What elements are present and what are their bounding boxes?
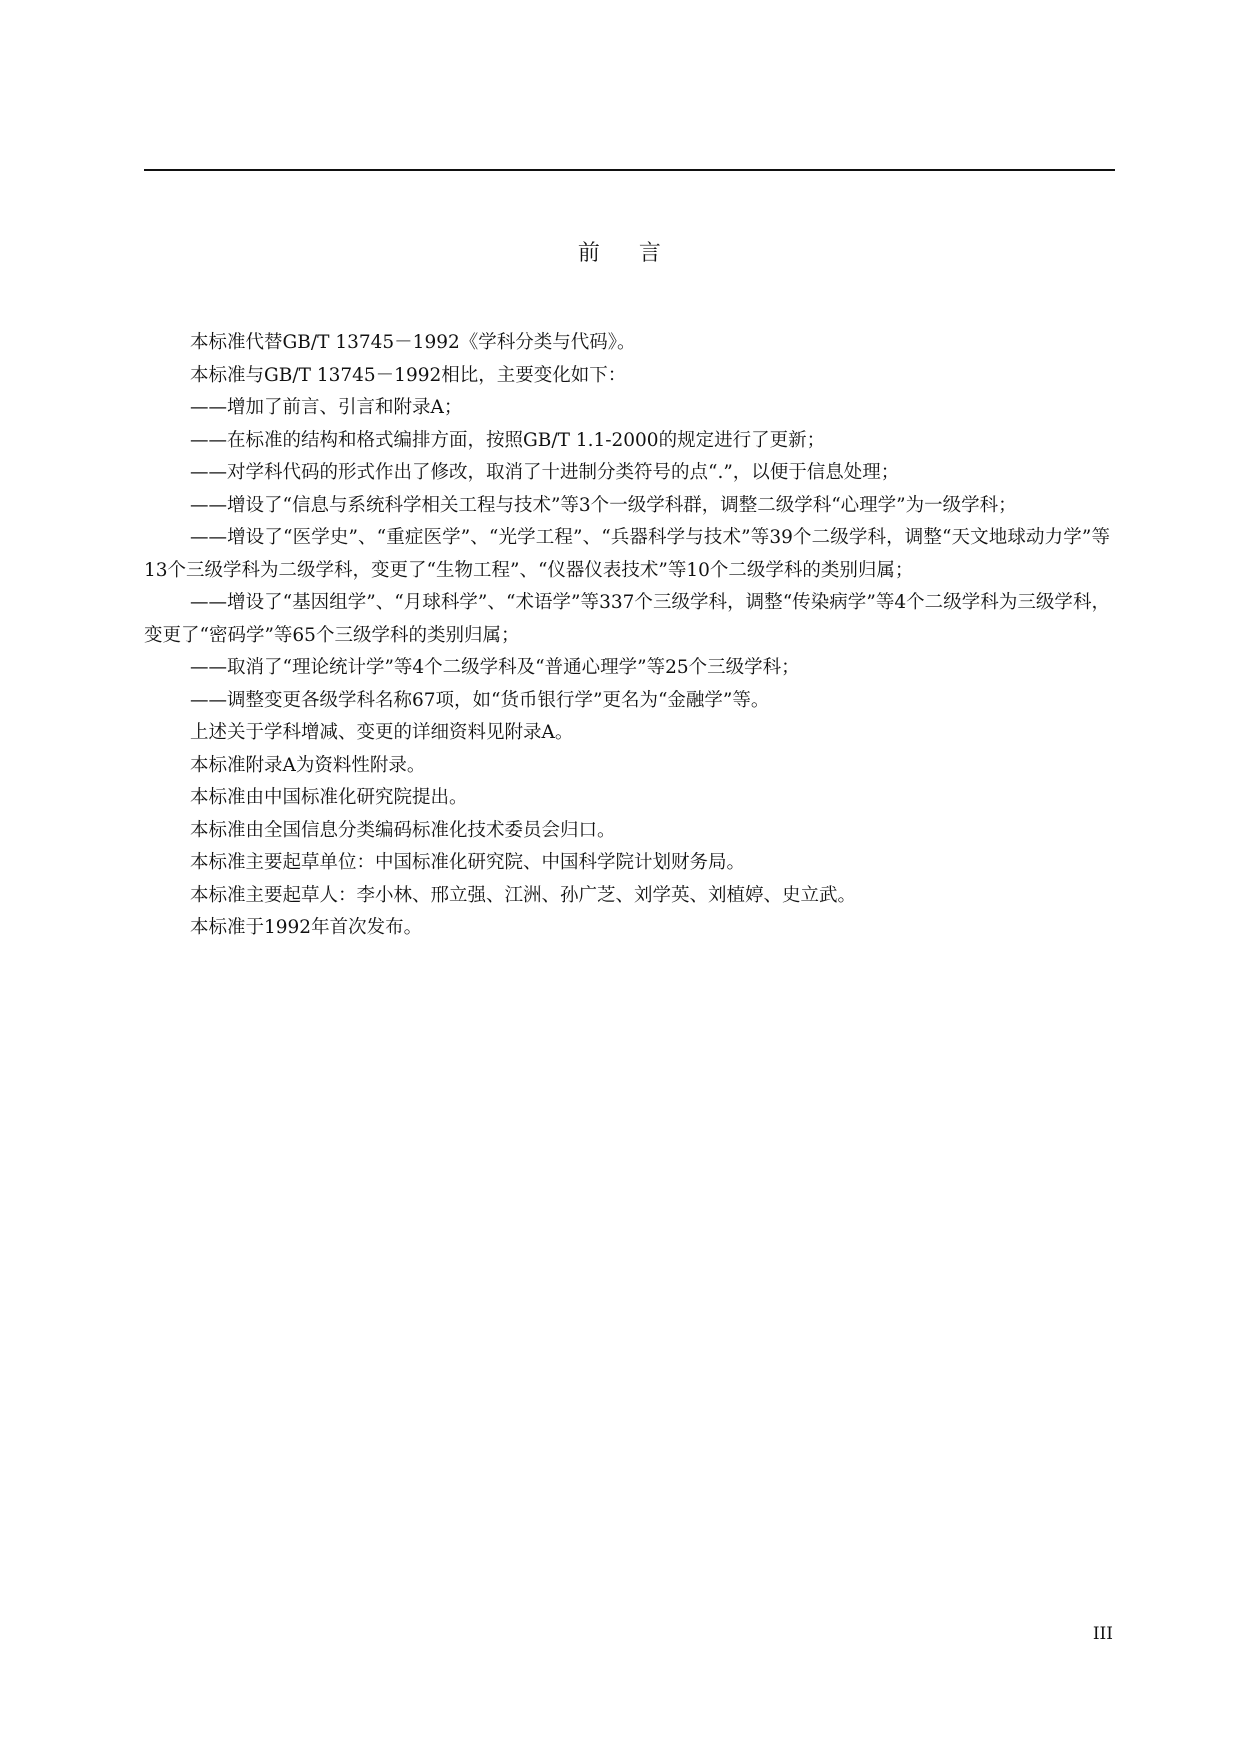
paragraph-changes-intro: 本标准与GB/T 13745－1992相比，主要变化如下： [190,364,627,386]
paragraph-under-jurisdiction: 本标准由全国信息分类编码标准化技术委员会归口。 [190,819,616,841]
list-item-first-level: ——增设了“信息与系统科学相关工程与技术”等3个一级学科群，调整二级学科“心理学”为一级学科； [190,494,1017,516]
paragraph-see-annex: 上述关于学科增减、变更的详细资料见附录A。 [190,722,574,743]
list-item-third-level: ——增设了“基因组学”、“月球科学”、“术语学”等337个三级学科，调整“传染病学”等4个二级学科为三级学科，变更了“密码学”等65个三级学科的类别归属； [144,592,1110,646]
paragraph-replaces: 本标准代替GB/T 13745－1992《学科分类与代码》。 [190,332,636,353]
list-item-second-level: ——增设了“医学史”、“重症医学”、“光学工程”、“兵器科学与技术”等39个二级学科，调整“天文地球动力学”等13个三级学科为二级学科，变更了“生物工程”、“仪器仪表技术”等10个二级学科的类别归属； [144,527,1110,581]
list-item-removed: ——取消了“理论统计学”等4个二级学科及“普通心理学”等25个三级学科； [190,657,800,678]
foreword-body [144,327,1110,945]
header-rule [144,169,1115,171]
paragraph-annex-informative: 本标准附录A为资料性附录。 [190,754,426,776]
paragraph-first-published: 本标准于1992年首次发布。 [190,917,423,938]
page-number: III [1092,1624,1113,1644]
list-item-added-foreword: ——增加了前言、引言和附录A； [190,397,463,418]
paragraph-drafting-units: 本标准主要起草单位：中国标准化研究院、中国科学院计划财务局。 [190,852,746,873]
list-item-structure-update: ——在标准的结构和格式编排方面，按照GB/T 1.1-2000的规定进行了更新； [190,429,826,451]
paragraph-drafters: 本标准主要起草人：李小林、邢立强、江洲、孙广芝、刘学英、刘植婷、史立武。 [190,884,857,906]
page-title: 前 言 [577,241,664,266]
list-item-renamed: ——调整变更各级学科名称67项，如“货币银行学”更名为“金融学”等。 [190,689,770,711]
list-item-code-format: ——对学科代码的形式作出了修改，取消了十进制分类符号的点“.”，以便于信息处理； [190,462,900,483]
paragraph-proposed-by: 本标准由中国标准化研究院提出。 [190,787,468,808]
